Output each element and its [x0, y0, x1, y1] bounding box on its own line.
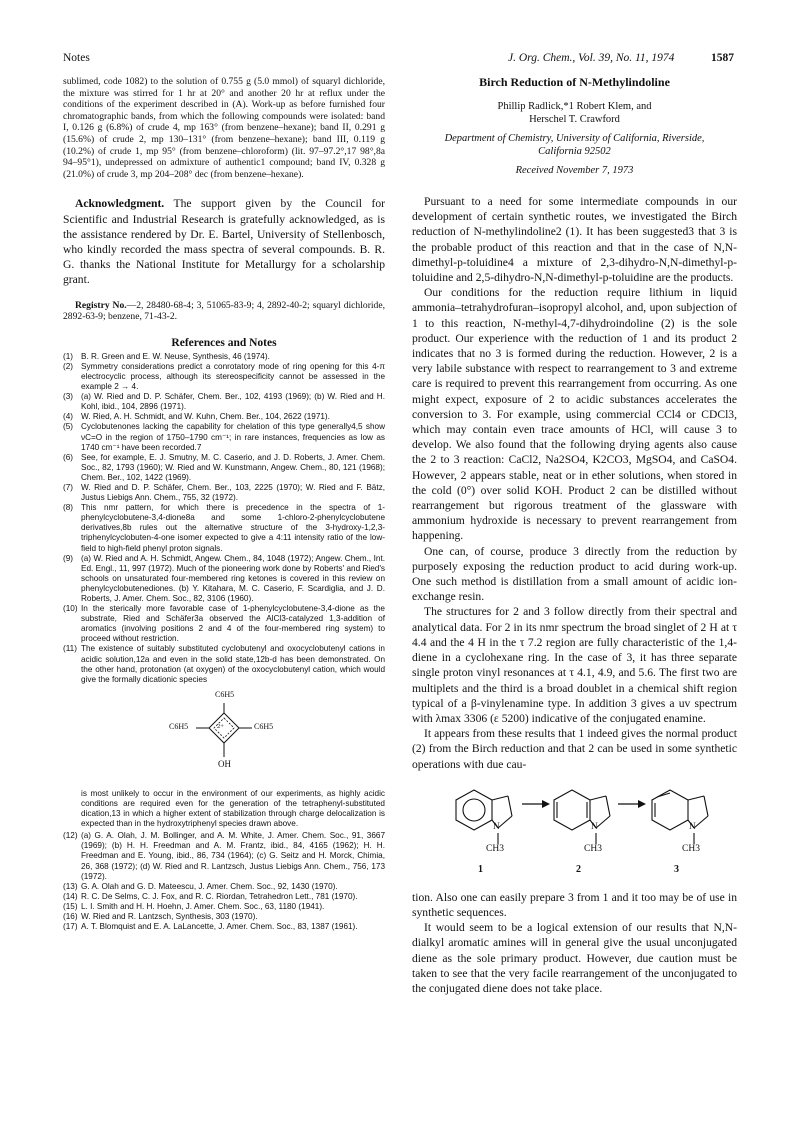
compound-1-structure [456, 790, 512, 844]
received-date: Received November 7, 1973 [515, 165, 634, 176]
nitrogen-label-3: N [689, 821, 696, 832]
nitrogen-label-1: N [493, 821, 500, 832]
reaction-scheme [412, 778, 737, 882]
references-list-continued [63, 831, 385, 932]
hydroxyl-label: OH [218, 758, 231, 769]
paragraph-7: It would seem to be a logical extension of our results that N,N-dialkyl aromatic amines will in general give the usual unconjugated diene as the sole primary product. However, due caution must be taken to see that the very facile rearrangement of the unconjugated to the conjugated diene does not take place. [412, 921, 737, 995]
journal-citation: J. Org. Chem., Vol. 39, No. 11, 1974 [508, 52, 675, 64]
reference-item: (6) See, for example, E. J. Smutny, M. C. Caserio, and J. D. Roberts, J. Amer. Chem. Soc., 82, 1793 (1960); W. Ried and W. Kunstmann, Angew. Chem., 80, 121 (1968); Chem. Ber., 102, 1422 (1969). [63, 452, 385, 482]
author-line-2: Herschel T. Crawford [529, 114, 620, 125]
methyl-label-1: CH3 [486, 843, 504, 854]
reference-item: (1) B. R. Green and E. W. Neuse, Synthesis, 46 (1974). [63, 351, 270, 361]
compound-label-1: 1 [478, 863, 483, 875]
reference-item: (5) Cyclobutenones lacking the capability for chelation of this type generally4,5 show νC=O in the region of 1750–1790 cm⁻¹; in rare instances, frequencies as low as 1740 cm⁻¹ have been recorded.7 [63, 422, 385, 452]
reference-item: (15) L. I. Smith and H. H. Hoehn, J. Amer. Chem. Soc., 63, 1180 (1941). [63, 901, 325, 911]
reference-item: (14) R. C. De Selms, C. J. Fox, and R. C. Riordan, Tetrahedron Lett., 781 (1970). [63, 891, 358, 901]
reference-item: (7) W. Ried and D. P. Schäfer, Chem. Ber., 103, 2225 (1970); W. Ried and F. Bätz, Justus Liebigs Ann. Chem., 755, 32 (1972). [63, 482, 385, 503]
paragraph-3: One can, of course, produce 3 directly from the reduction by purposely exposing the reduction product to acid during work-up. One such method is distillation from a small amount of acidic ion-exchange resin. [412, 544, 737, 604]
experimental-text: sublimed, code 1082) to the solution of 0.755 g (5.0 mmol) of squaryl dichloride, the mixture was stirred for 1 hr at 20° and another 20 hr at reflux under the conditions of the experiment described in (A). Work-up as before furnished four chromatographic bands, from which the following compounds were isolated: band I, 0.126 g (6.8%) of crude 4, mp 163° (from benzene–hexane); band II, 0.291 g (15.6%) of crude 2, mp 130–131° (from benzene–hexane); band III, 0.119 g (10.2%) of crude 1, mp 95° (from benzene–chloroform) (lit. 97–97.2°,17 98°,8a 94–95°1), undepressed on admixture of authentic1 compound; band IV, 0.328 g (21.0%) of crude 3, mp 204–208° dec (from benzene–hexane). [63, 76, 385, 180]
phenyl-right-label: C6H5 [254, 721, 274, 731]
reference-item: (11) The existence of suitably substituted cyclobutenyl and oxocyclobutenyl cations in acidic solution,12a and even in the solid state,12b-d has been demonstrated. On the other hand, protonation (at oxygen) of the oxocyclobutenyl cation, which would give the formally dicationic species [63, 644, 385, 684]
charge-label: 2+ [217, 722, 224, 730]
reference-item: (13) G. A. Olah and G. D. Mateescu, J. Amer. Chem. Soc., 92, 1430 (1970). [63, 881, 338, 891]
acknowledgment-heading: Acknowledgment. [75, 197, 165, 211]
paragraph-1: Pursuant to a need for some intermediate compounds in our development of certain synthetic routes, we investigated the Birch reduction of N-methylindoline2 (1). It has been suggested3 that 3 is the probable product of this reaction and that in the case of N,N-dimethyl-p-toluidine4 a mixture of 2,3-dihydro-N,N-dimethyl-p-toluidine and 2,5-dihydro-N,N-dimethyl-p-toluidine are the products. [412, 195, 737, 285]
phenyl-left-label: C6H5 [169, 721, 189, 731]
page-number: 1587 [711, 52, 734, 64]
paragraph-2: Our conditions for the reduction require lithium in liquid ammonia–tetrahydrofuran–isopropyl alcohol, and, upon subjection of 1 to this reaction, N-methyl-4,7-dihydroindoline (2) is the sole product. Our experience with the reduction of 1 and its product 2 indicates that no 3 is formed during the reduction. However, 2 is a very labile substance with respect to rearrangement to 3 and extreme care is required to prevent this rearrangement from occurring. As one might expect, exposure of 2 to acidic substances accelerates the conversion to 3. For example, using commercial CCl4 or CDCl3, which may contain even trace amounts of HCl, will cause 3 to develop. We also found that the following drying agents also cause the 2 to 3 reaction: CaCl2, Na2SO4, K2CO3, MgSO4, and CaSO4. However, 2 appears stable, neat or in ether solutions, when stored in the cold (0°) over solid KOH. Product 2 can be distilled without rearrangement but rigorous treatment of the glassware with ammonium hydroxide is necessary to prevent rearrangement from happening. [412, 286, 737, 543]
affiliation-line-1: Department of Chemistry, University of California, Riverside, [444, 133, 705, 144]
compound-label-3: 3 [674, 863, 679, 875]
paragraph-4: The structures for 2 and 3 follow directly from their spectral and analytical data. For 2 in its nmr spectrum the broad singlet of 2 H at τ 4.4 and the 4 H in the τ 7.2 region are fully characteristic of the 1,4-diene in a cyclohexane ring. In the case of 3, it has three separate single proton vinyl resonances at τ 4.1, 4.9, and 5.6. The first two are multiplets and the third is a broad doublet in a chemical shift region typical of a β-vinylenamine type. In addition 3 gives a uv spectrum with λmax 3306 (ε 5200) indicative of the conjugated enamine. [412, 605, 737, 725]
compound-2-structure [554, 790, 610, 844]
running-head-left: Notes [63, 52, 90, 64]
reference-item: (10) In the sterically more favorable case of 1-phenylcyclobutene-3,4-dione as the substrate, Ried and Schäfer3a observed the AlCl3-catalyzed 1,3-addition of aromatics (involving positions 2 and 4 of the four-membered ring system) to proceed without restriction. [63, 604, 385, 644]
acknowledgment [63, 196, 385, 287]
dication-structure-drawing [63, 689, 385, 785]
paragraph-6: tion. Also one can easily prepare 3 from 1 and it too may be of use in synthetic sequences. [412, 890, 737, 919]
acknowledgment-text: The support given by the Council for Scientific and Industrial Research is gratefully acknowledged, as is the assistance rendered by Dr. E. Bartel, University of Stellenbosch, who kindly recorded the mass spectra of several compounds. B. R. G. thanks the National Institute for Metallurgy for a scholarship grant. [63, 197, 385, 287]
right-column [412, 75, 737, 996]
reference-item: (4) W. Ried, A. H. Schmidt, and W. Kuhn, Chem. Ber., 104, 2622 (1971). [63, 412, 330, 422]
reference-item: (2) Symmetry considerations predict a conrotatory mode of ring opening for this 4-π electrocyclic process, although its stereospecificity cannot be assessed in the example 2 → 4. [63, 361, 385, 392]
phenyl-top-label: C6H5 [215, 689, 235, 699]
nitrogen-label-2: N [591, 821, 598, 832]
registry-numbers [63, 300, 385, 323]
methyl-label-3: CH3 [682, 843, 700, 854]
reference-item: (9) (a) W. Ried and A. H. Schmidt, Angew. Chem., 84, 1048 (1972); Angew. Chem., Int. Ed. Engl., 11, 997 (1972). Much of the pioneering work done by Roberts' and Ried's schools on unsaturated four-membered ring ketones is covered in this review on phenylcyclobutenediones. (b) Y. Kitahara, M. C. Caserio, F. Scardiglia, and J. D. Roberts, J. Amer. Chem. Soc., 82, 3106 (1960). [63, 553, 385, 603]
reference-item: (8) This nmr pattern, for which there is precedence in the spectra of 1-phenylcyclobutene-3,4-dione8a and some 1-chloro-2-phenylcyclobutene derivatives,8b rules out the alternative structure of the 3-hydroxy-1,2,3-triphenylcyclobuten-4-one isomer expected to give a 4:11 intensity ratio of the low-field to high-field phenyl proton signals. [63, 503, 385, 553]
methyl-label-2: CH3 [584, 843, 602, 854]
article-title: Birch Reduction of N-Methylindoline [479, 75, 670, 89]
reference-item: (12) (a) G. A. Olah, J. M. Bollinger, and A. M. White, J. Amer. Chem. Soc., 91, 3667 (1969); (b) H. H. Freedman and A. M. Frantz, ibid., 84, 4165 (1962); H. H. Freedman and E. Young, ibid., 86, 734 (1964); (c) G. Seitz and H. Morck, Chimia, 26, 368 (1972); (d) W. Ried and R. Lantzsch, Justus Liebigs Ann. Chem., 756, 173 (1972). [63, 831, 385, 881]
compound-3-structure [652, 790, 708, 844]
registry-text: —2, 28480-68-4; 3, 51065-83-9; 4, 2892-40-2; squaryl dichloride, 2892-63-9; benzene, 71-43-2. [63, 299, 386, 323]
dication-structure [63, 689, 385, 785]
reference-11-continued: is most unlikely to occur in the environment of our experiments, as highly acidic conditions are required even for the generation of the tetraphenyl-substituted dication,13 in which a higher extent of stabilization through charge delocalization is expected than in the hydroxytriphenyl species drawn above. [81, 788, 385, 829]
compound-label-2: 2 [576, 863, 581, 875]
left-column [63, 76, 385, 932]
reference-item: (3) (a) W. Ried and D. P. Schäfer, Chem. Ber., 102, 4193 (1969); (b) W. Ried and H. Kohl, ibid., 104, 2896 (1971). [63, 392, 385, 412]
references-list [63, 352, 385, 685]
reference-item: (17) A. T. Blomquist and E. A. LaLancette, J. Amer. Chem. Soc., 83, 1387 (1961). [63, 922, 358, 932]
affiliation-line-2: California 92502 [538, 146, 611, 157]
author-line-1: Phillip Radlick,*1 Robert Klem, and [497, 101, 652, 112]
reference-item: (16) W. Ried and R. Lantzsch, Synthesis, 303 (1970). [63, 911, 258, 921]
references-title: References and Notes [171, 336, 277, 349]
paragraph-5: It appears from these results that 1 indeed gives the normal product (2) from the Birch reduction and that 2 can be used in some synthetic operations with due cau- [412, 727, 737, 771]
registry-heading: Registry No. [75, 299, 127, 311]
